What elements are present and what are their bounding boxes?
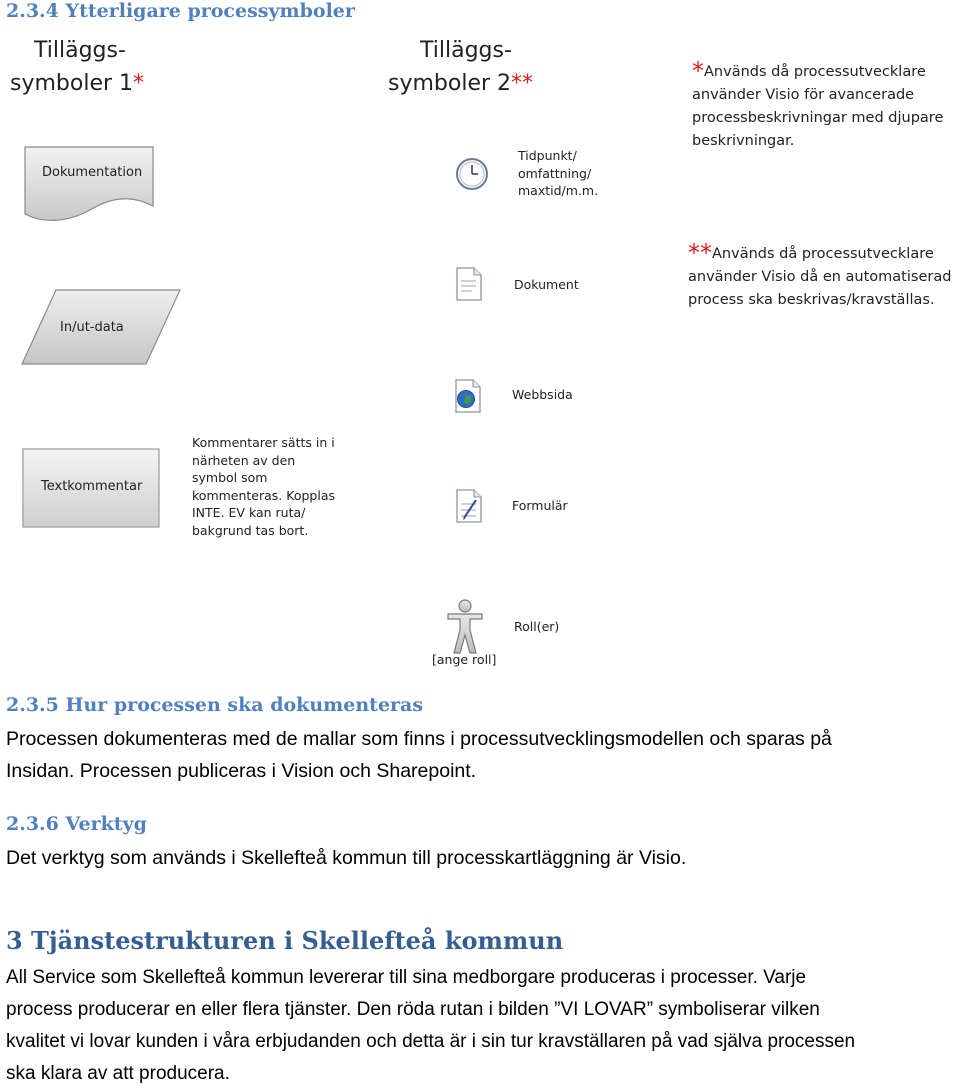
- role-caption: [ange roll]: [432, 652, 497, 667]
- comment-line: kommenteras. Kopplas: [192, 487, 335, 503]
- column-title-2: [388, 34, 533, 100]
- footnote-1-line: Används då processutvecklare: [704, 64, 926, 80]
- document-icon: [454, 266, 484, 302]
- section-2-3-5-paragraph: [6, 723, 956, 787]
- clock-icon: [454, 156, 490, 192]
- footnote-double-star: [688, 239, 960, 312]
- text-comment-label: Textkommentar: [41, 479, 143, 494]
- comment-line: INTE. EV kan ruta/: [192, 505, 306, 520]
- role-icon-label: Roll(er): [514, 619, 560, 634]
- role-person-icon: [444, 598, 486, 656]
- paragraph-line: ska klara av att producera.: [6, 1063, 230, 1084]
- documentation-shape: [20, 142, 160, 228]
- section-heading-2-3-6: 2.3.6 Verktyg: [6, 813, 147, 835]
- footnote-1-line: processbeskrivningar med djupare: [692, 110, 944, 126]
- section-3-paragraph: [6, 962, 960, 1090]
- footnote-1-star: *: [692, 57, 704, 85]
- footnote-1-line: använder Visio för avancerade: [692, 87, 915, 103]
- section-heading-2-3-4: 2.3.4 Ytterligare processymboler: [6, 0, 355, 22]
- footnote-2-line: använder Visio då en automatiserad: [688, 269, 952, 285]
- column-title-2-star: **: [511, 71, 534, 96]
- form-icon-label: Formulär: [512, 498, 568, 513]
- column-title-1-line1: Tilläggs-: [34, 38, 126, 63]
- time-label-line: Tidpunkt/: [518, 148, 577, 163]
- documentation-label: Dokumentation: [42, 165, 143, 180]
- column-title-2-line1: Tilläggs-: [420, 38, 512, 63]
- comment-description: [192, 434, 352, 539]
- process-symbols-figure: [0, 28, 960, 678]
- footnote-2-line: process ska beskrivas/kravställas.: [688, 292, 935, 308]
- document-icon-label: Dokument: [514, 277, 579, 292]
- webpage-icon: [452, 378, 484, 414]
- comment-line: symbol som: [192, 470, 268, 485]
- section-2-3-6-paragraph: Det verktyg som används i Skellefteå kommun till processkartläggning är Visio.: [6, 847, 687, 869]
- column-title-2-line2: symboler 2: [388, 71, 512, 96]
- column-title-1-line2: symboler 1: [10, 71, 134, 96]
- comment-line: närheten av den: [192, 452, 296, 468]
- time-label-line: maxtid/m.m.: [518, 183, 599, 198]
- webpage-icon-label: Webbsida: [512, 387, 573, 402]
- time-label: [518, 147, 598, 200]
- paragraph-line: Insidan. Processen publiceras i Vision och Sharepoint.: [6, 760, 477, 782]
- time-label-line: omfattning/: [518, 165, 592, 181]
- paragraph-line: kvalitet vi lovar kunden i våra erbjudanden och detta är i sin tur kravställaren på vad själva processen: [6, 1031, 856, 1052]
- io-data-label: In/ut-data: [60, 320, 124, 335]
- form-icon: [454, 488, 484, 524]
- section-heading-3: 3 Tjänstestrukturen i Skellefteå kommun: [6, 926, 564, 955]
- footnote-2-line: Används då processutvecklare: [712, 246, 934, 262]
- footnote-1-line: beskrivningar.: [692, 133, 795, 149]
- paragraph-line: All Service som Skellefteå kommun levererar till sina medborgare produceras i processer. Varje: [6, 967, 807, 988]
- comment-line: Kommentarer sätts in i: [192, 435, 335, 450]
- footnote-2-star: **: [688, 239, 712, 267]
- section-heading-2-3-5: 2.3.5 Hur processen ska dokumenteras: [6, 694, 424, 716]
- column-title-1-star: *: [133, 71, 145, 96]
- footnote-single-star: [692, 57, 960, 153]
- comment-line: bakgrund tas bort.: [192, 522, 309, 538]
- paragraph-line: process producerar en eller flera tjänster. Den röda rutan i bilden ”VI LOVAR” symboliserar vilken: [6, 999, 820, 1020]
- column-title-1: [10, 34, 144, 100]
- paragraph-line: Processen dokumenteras med de mallar som finns i processutvecklingsmodellen och sparas på: [6, 728, 832, 750]
